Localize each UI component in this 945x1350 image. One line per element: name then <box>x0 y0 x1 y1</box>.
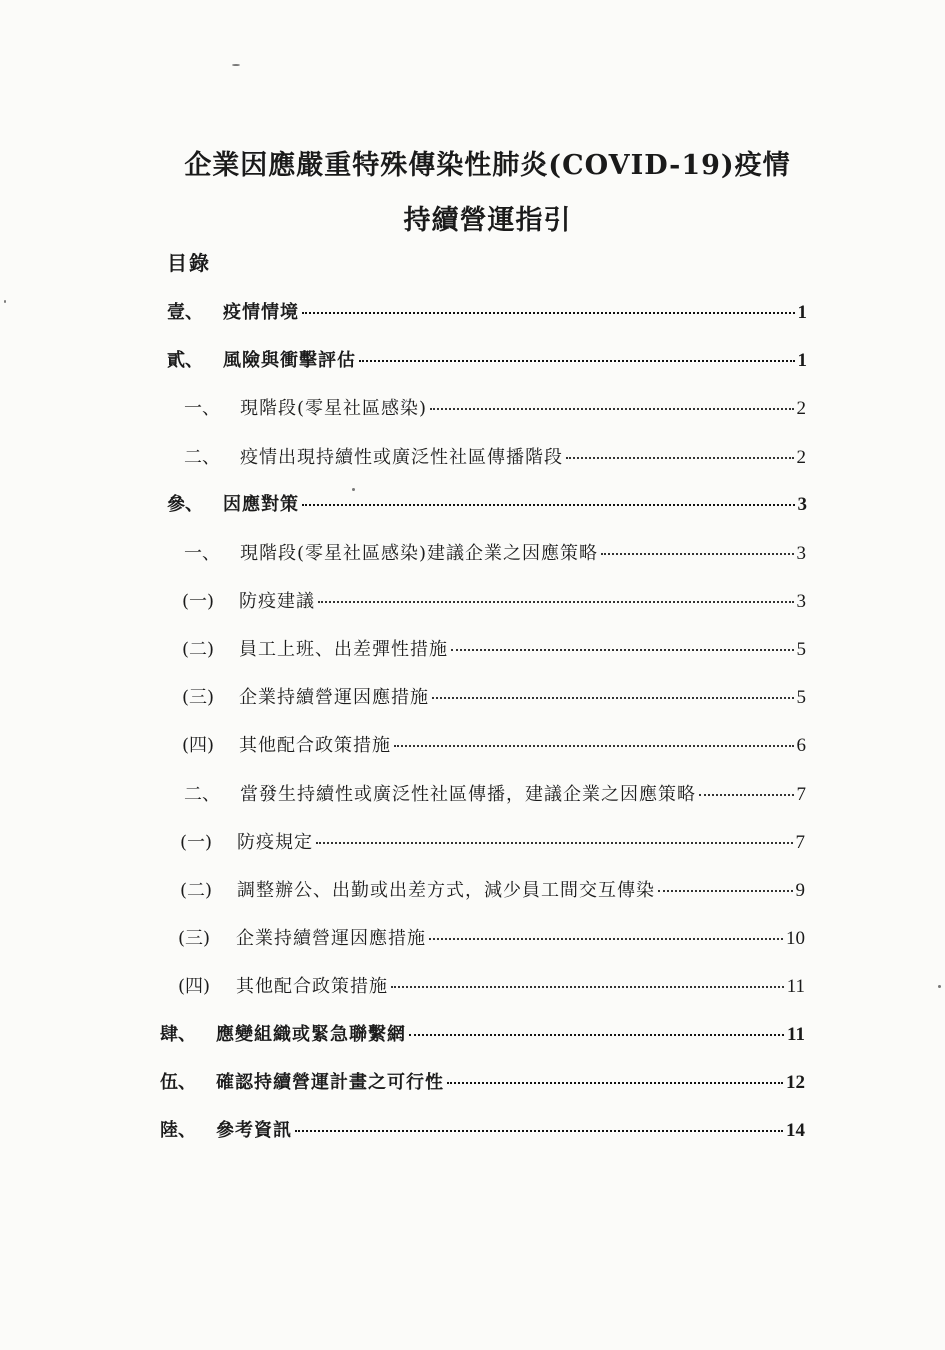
toc-entry[interactable] <box>184 782 806 808</box>
dot-leader <box>447 1082 783 1084</box>
toc-entry-page: 9 <box>795 880 805 901</box>
toc-entry-label: 現階段(零星社區感染)建議企業之因應策略 <box>240 543 599 564</box>
toc-entry[interactable] <box>160 1022 805 1048</box>
toc-entry-page: 3 <box>796 591 806 612</box>
dot-leader <box>316 842 793 844</box>
dot-leader <box>430 408 793 410</box>
toc-entry-label: 員工上班、出差彈性措施 <box>239 639 448 660</box>
toc-entry-label: 因應對策 <box>223 494 299 515</box>
toc-entry-label: 疫情情境 <box>223 302 299 323</box>
toc-entry-number: (三) <box>178 928 211 949</box>
toc-entry-page: 3 <box>796 543 806 564</box>
toc-entry-page: 2 <box>796 398 806 419</box>
toc-entry-label: 其他配合政策措施 <box>239 735 391 756</box>
toc-entry-page: 7 <box>795 832 805 853</box>
dot-leader <box>359 360 795 362</box>
toc-entry-page: 1 <box>797 302 807 323</box>
dot-leader <box>318 601 794 603</box>
toc-entry-label: 企業持續營運因應措施 <box>236 928 426 949</box>
toc-entry-number: (三) <box>182 687 215 708</box>
toc-entry-page: 2 <box>796 447 806 468</box>
toc-entry[interactable] <box>182 637 806 663</box>
toc-entry-number: (四) <box>182 735 215 756</box>
toc-entry-page: 11 <box>787 1024 805 1045</box>
toc-entry-page: 5 <box>796 639 806 660</box>
toc-entry-label: 疫情出現持續性或廣泛性社區傳播階段 <box>240 447 563 468</box>
toc-entry-page: 12 <box>786 1072 805 1093</box>
toc-entry[interactable] <box>184 541 806 567</box>
toc-entry-label: 其他配合政策措施 <box>236 976 388 997</box>
toc-entry[interactable] <box>184 445 806 471</box>
dot-leader <box>409 1034 784 1036</box>
toc-entry[interactable] <box>167 300 807 326</box>
toc-entry-page: 11 <box>786 976 805 997</box>
dot-leader <box>699 794 794 796</box>
toc-entry[interactable] <box>180 830 805 856</box>
toc-entry-page: 5 <box>796 687 806 708</box>
toc-entry-label: 調整辦公、出勤或出差方式，減少員工間交互傳染 <box>237 880 655 901</box>
dot-leader <box>601 553 793 555</box>
dot-leader <box>566 457 794 459</box>
toc-entry-number: (二) <box>182 639 215 660</box>
toc-entry[interactable] <box>167 492 807 518</box>
scan-speck <box>938 985 941 988</box>
toc-entry-number: 肆、 <box>160 1024 196 1045</box>
dot-leader <box>391 986 784 988</box>
toc-entry[interactable] <box>180 878 805 904</box>
toc-entry-label: 風險與衝擊評估 <box>223 350 356 371</box>
toc-entry-number: 貳、 <box>167 350 203 371</box>
toc-entry-number: 參、 <box>167 494 203 515</box>
toc-entry[interactable] <box>160 1070 805 1096</box>
dot-leader <box>295 1130 783 1132</box>
document-title-line-1: 企業因應嚴重特殊傳染性肺炎(COVID-19)疫情 <box>184 150 791 181</box>
scan-speck <box>4 300 6 303</box>
toc-entry-number: 二、 <box>184 447 220 468</box>
toc-entry-page: 10 <box>786 928 805 949</box>
toc-entry-number: (一) <box>182 591 215 612</box>
toc-entry[interactable] <box>160 1118 805 1144</box>
dot-leader <box>302 312 795 314</box>
toc-entry-number: 一、 <box>184 543 220 564</box>
toc-entry-number: (一) <box>180 832 213 853</box>
toc-entry-label: 參考資訊 <box>216 1120 292 1141</box>
toc-entry-number: 壹、 <box>167 302 203 323</box>
document-title-line-2: 持續營運指引 <box>403 205 572 236</box>
toc-entry-page: 7 <box>796 784 806 805</box>
toc-entry-number: (四) <box>178 976 211 997</box>
toc-entry-label: 當發生持續性或廣泛性社區傳播，建議企業之因應策略 <box>240 784 696 805</box>
toc-entry-label: 現階段(零星社區感染) <box>240 398 428 419</box>
toc-entry-number: 伍、 <box>160 1072 196 1093</box>
toc-entry-page: 3 <box>797 494 807 515</box>
toc-entry-number: 二、 <box>184 784 220 805</box>
scan-speck <box>352 488 355 491</box>
dot-leader <box>429 938 783 940</box>
dot-leader <box>658 890 793 892</box>
toc-entry-number: 一、 <box>184 398 220 419</box>
toc-entry-label: 確認持續營運計畫之可行性 <box>216 1072 444 1093</box>
toc-entry-label: 防疫建議 <box>239 591 315 612</box>
dot-leader <box>432 697 794 699</box>
toc-entry-page: 14 <box>786 1120 805 1141</box>
dot-leader <box>302 504 795 506</box>
toc-entry[interactable] <box>182 589 806 615</box>
toc-entry-number: (二) <box>180 880 213 901</box>
toc-entry[interactable] <box>182 685 806 711</box>
dot-leader <box>394 745 794 747</box>
toc-entry-page: 6 <box>796 735 806 756</box>
toc-entry-page: 1 <box>797 350 807 371</box>
dot-leader <box>451 649 794 651</box>
toc-entry[interactable] <box>178 926 805 952</box>
scan-speck <box>232 64 240 66</box>
toc-entry[interactable] <box>182 733 806 759</box>
toc-entry[interactable] <box>167 348 807 374</box>
toc-entry-label: 應變組織或緊急聯繫網 <box>216 1024 406 1045</box>
toc-entry-number: 陸、 <box>160 1120 196 1141</box>
toc-entry-label: 防疫規定 <box>237 832 313 853</box>
toc-heading: 目錄 <box>167 251 211 275</box>
toc-entry[interactable] <box>184 396 806 422</box>
toc-entry-label: 企業持續營運因應措施 <box>239 687 429 708</box>
toc-entry[interactable] <box>178 974 805 1000</box>
